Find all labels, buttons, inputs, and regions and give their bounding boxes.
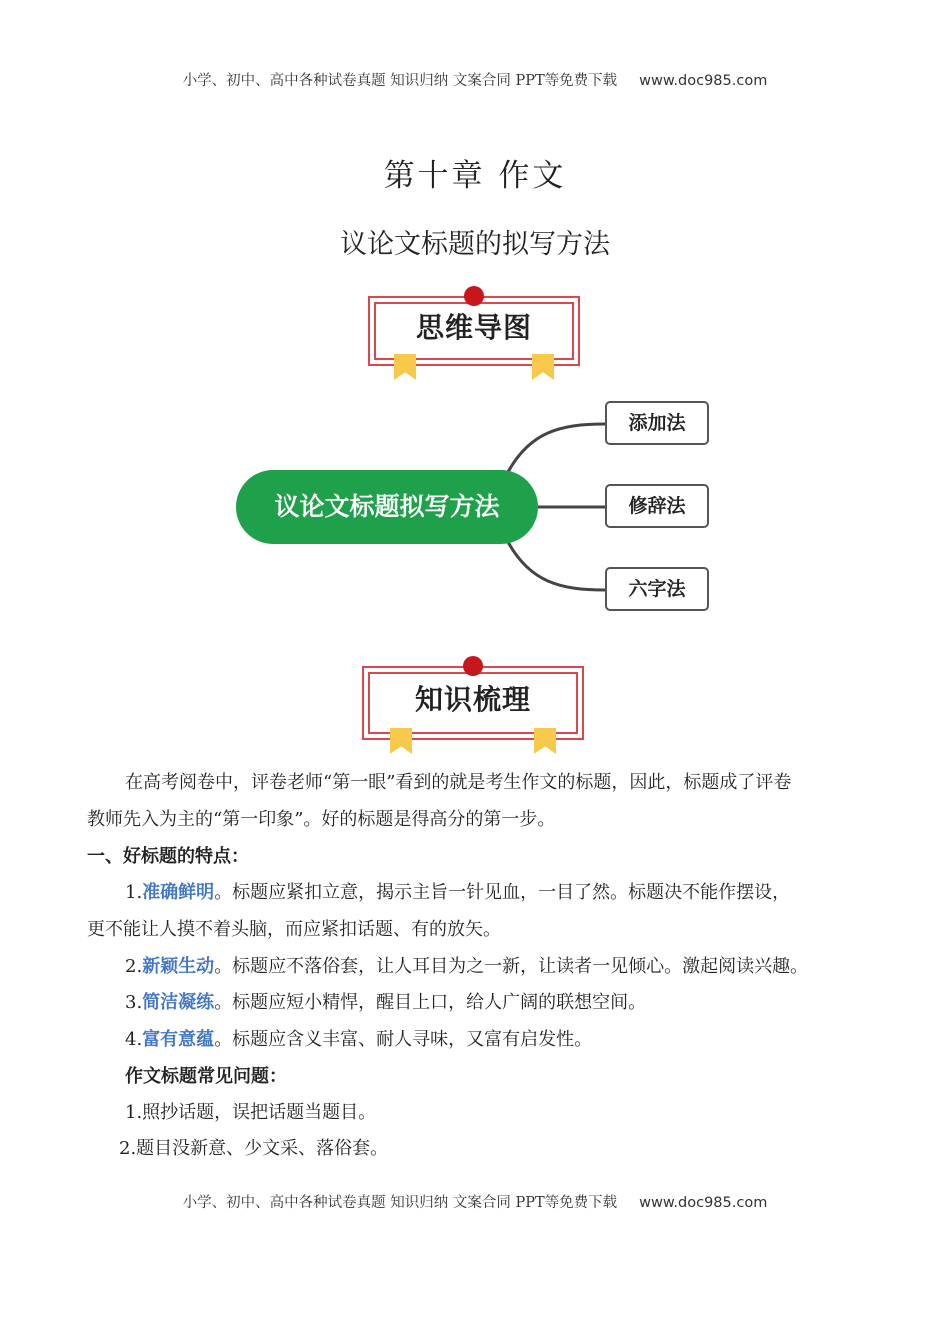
list-item: 4.富有意蕴。标题应含义丰富、耐人寻味，又富有启发性。 [125,1029,593,1050]
list-item: 2.新颖生动。标题应不落俗套，让人耳目为之一新，让读者一见倾心。激起阅读兴趣。 [125,956,809,977]
intro-line-1: 在高考阅卷中，评卷老师“第一眼”看到的就是考生作文的标题，因此，标题成了评卷 [125,772,792,793]
knowledge-banner [362,658,584,754]
doc-title: 议论文标题的拟写方法 [340,229,610,260]
mindmap-central-node: 议论文标题拟写方法 [236,470,538,544]
list-item: 3.简洁凝练。标题应短小精悍，醒目上口，给人广阔的联想空间。 [125,992,647,1013]
item-keyword: 简洁凝练 [142,992,215,1013]
mindmap-banner [368,288,580,380]
list-item: 1.准确鲜明。标题应紧扣立意，揭示主旨一针见血，一目了然。标题决不能作摆设， [125,882,791,903]
mindmap [230,392,720,622]
footer-site[interactable]: www.doc985.com [639,1195,768,1211]
mindmap-banner-label: 思维导图 [415,311,532,344]
ribbon-left-icon [390,728,412,754]
red-dot-icon [463,656,483,676]
item-keyword: 准确鲜明 [142,882,215,903]
item-keyword: 富有意蕴 [142,1029,215,1050]
chapter-title: 第十章 作文 [383,158,567,194]
footer-text: 小学、初中、高中各种试卷真题 知识归纳 文案合同 PPT等免费下载 [182,1195,618,1211]
list-item: 2.题目没新意、少文采、落俗套。 [119,1138,389,1159]
item-keyword: 新颖生动 [142,956,215,977]
red-dot-icon [464,286,484,306]
header-text: 小学、初中、高中各种试卷真题 知识归纳 文案合同 PPT等免费下载 [182,73,618,89]
mindmap-node-six-char: 六字法 [605,567,709,611]
mindmap-node-add: 添加法 [605,401,709,445]
section2-heading: 作文标题常见问题： [125,1066,287,1087]
ribbon-right-icon [532,354,554,380]
intro-line-2: 教师先入为主的“第一印象”。好的标题是得高分的第一步。 [87,809,556,830]
section1-heading: 一、好标题的特点： [87,846,249,867]
knowledge-banner-label: 知识梳理 [414,683,531,716]
header-site[interactable]: www.doc985.com [639,73,768,89]
page-footer [0,1191,950,1212]
mindmap-node-rhetoric: 修辞法 [605,484,709,528]
ribbon-right-icon [534,728,556,754]
list-item: 1.照抄话题，误把话题当题目。 [125,1102,377,1123]
ribbon-left-icon [394,354,416,380]
page-header [0,69,950,90]
list-item-continuation: 更不能让人摸不着头脑，而应紧扣话题、有的放矢。 [87,919,501,940]
